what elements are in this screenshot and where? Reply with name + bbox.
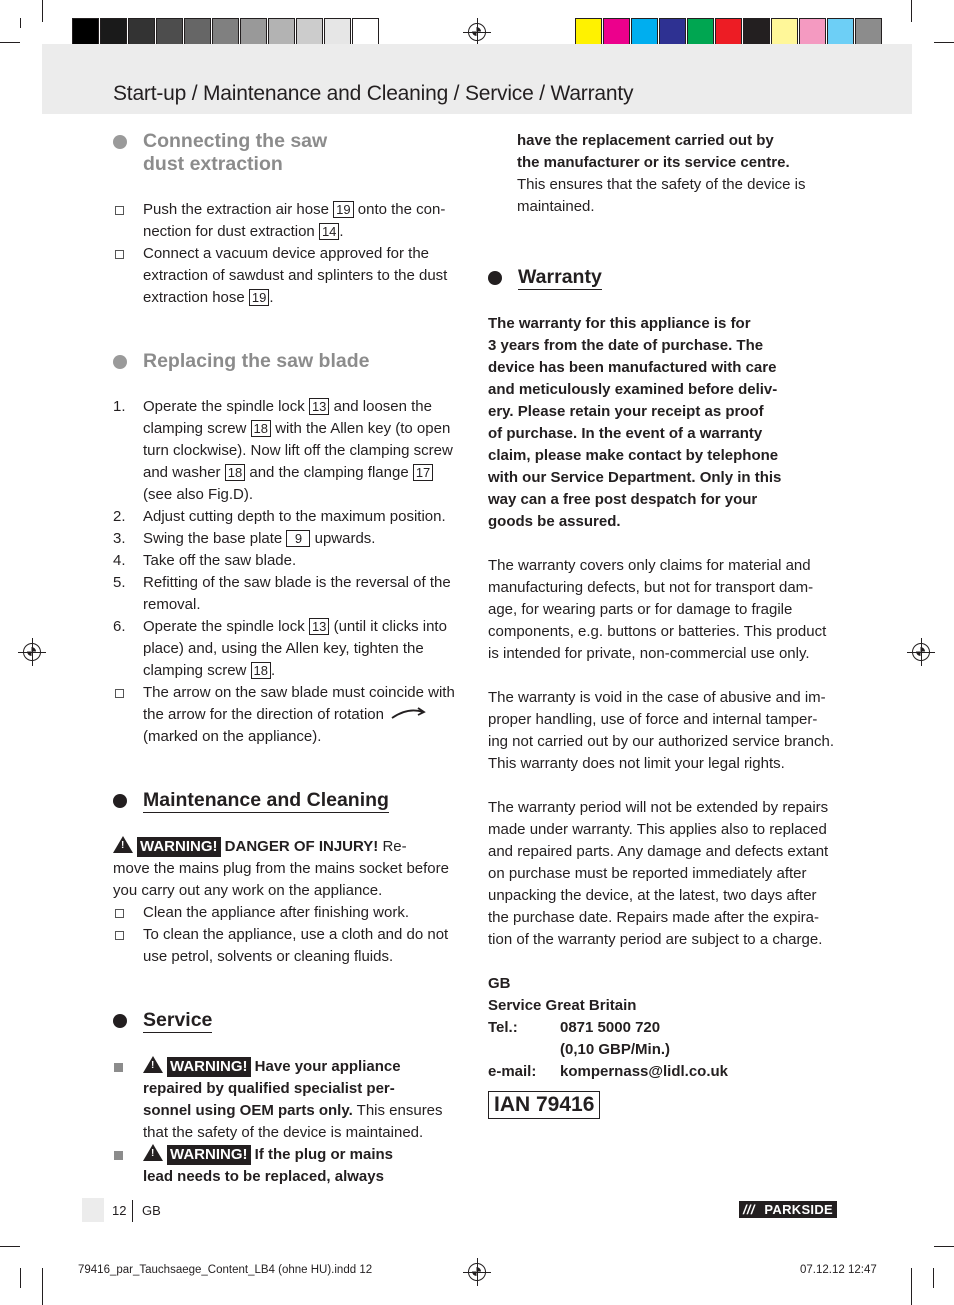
text-line: age, for wearing parts or for damage to fragile	[488, 601, 793, 618]
list-item: !WARNING! Have your appliance repaired by qualified specialist per- sonnel using OEM parts only. This ensures that the safety of the device is maintained.	[113, 1056, 469, 1144]
text-line: goods be assured.	[488, 513, 621, 530]
email-label: e-mail:	[488, 1063, 537, 1080]
color-swatch	[240, 18, 267, 45]
filled-square-icon	[114, 1151, 123, 1160]
warning-triangle-icon	[143, 1056, 163, 1073]
list-item: The arrow on the saw blade must coincide with the arrow for the direction of rotation (marked on the appliance).	[113, 682, 469, 748]
rotation-arrow-icon	[390, 705, 426, 721]
text-line: manufacturing defects, but not for transport dam-	[488, 579, 814, 596]
text-line: the purchase date. Repairs made after the expira-	[488, 909, 820, 926]
checkbox-square-icon	[115, 250, 124, 259]
footer-box	[82, 1198, 104, 1222]
bullet-icon	[113, 355, 127, 369]
color-swatch	[268, 18, 295, 45]
warning-triangle-icon	[113, 836, 133, 853]
text-line: and meticulously examined before deliv-	[488, 381, 778, 398]
grey-color-bar	[72, 18, 380, 45]
part-reference: 13	[309, 398, 329, 415]
warning-label: WARNING!	[137, 837, 221, 857]
service-contact	[488, 973, 844, 1083]
part-reference: 18	[251, 420, 271, 437]
warranty-paragraph-coverage	[488, 555, 844, 665]
text-line: on purchase must be reported immediately after	[488, 865, 807, 882]
color-swatch	[575, 18, 602, 45]
service-continuation: This ensures that the safety of the device is maintained.	[517, 176, 806, 215]
right-column	[517, 130, 847, 218]
tel-value: 0871 5000 720	[560, 1019, 661, 1036]
text-line: 3 years from the date of purchase. The	[488, 337, 764, 354]
list-item: To clean the appliance, use a cloth and do not use petrol, solvents or cleaning fluids.	[113, 924, 469, 968]
text-line: is intended for private, non-commercial use only.	[488, 645, 810, 662]
parkside-logo: /// PARKSIDE	[739, 1201, 837, 1218]
checkbox-square-icon	[115, 909, 124, 918]
numbered-step: 4. Take off the saw blade.	[113, 552, 297, 569]
warranty-paragraph-void	[488, 687, 844, 775]
warranty-bold-paragraph	[488, 313, 844, 533]
contact-country: GB	[488, 975, 511, 992]
section-heading-warranty: Warranty	[488, 266, 844, 290]
text-line: This warranty does not limit your legal rights.	[488, 755, 785, 772]
tel-rate: (0,10 GBP/Min.)	[560, 1041, 671, 1058]
checkbox-square-icon	[115, 689, 124, 698]
checkbox-square-icon	[115, 206, 124, 215]
bullet-icon	[488, 271, 502, 285]
text-line: ery. Please retain your receipt as proof	[488, 403, 764, 420]
warning-label: WARNING!	[167, 1145, 251, 1165]
registration-mark-right	[912, 643, 930, 661]
text-line: components, e.g. buttons or batteries. This product	[488, 623, 827, 640]
part-reference: 14	[319, 223, 339, 240]
color-swatch	[100, 18, 127, 45]
section-heading-saw-dust-extraction: Connecting the saw dust extraction	[113, 130, 469, 176]
ian-number: IAN 79416	[488, 1091, 600, 1119]
list-item: !WARNING! If the plug or mains lead needs to be replaced, always	[113, 1144, 469, 1188]
color-swatch	[715, 18, 742, 45]
color-swatch	[631, 18, 658, 45]
color-swatch	[799, 18, 826, 45]
service-continuation-bold: have the replacement carried out by the manufacturer or its service centre.	[517, 132, 790, 171]
text-line: made under warranty. This applies also to replaced	[488, 821, 827, 838]
email-value: kompernass@lidl.co.uk	[560, 1063, 729, 1080]
slug-filename: 79416_par_Tauchsaege_Content_LB4 (ohne HU).indd 12	[78, 1264, 373, 1276]
warning-paragraph: !WARNING! DANGER OF INJURY! Re- move the mains plug from the mains socket before you carry out any work on the appliance.	[113, 836, 469, 902]
text-line: proper handling, use of force and internal tamper-	[488, 711, 818, 728]
text-line: unpacking the device, at the latest, two days after	[488, 887, 817, 904]
color-swatch	[855, 18, 882, 45]
color-swatch	[352, 18, 379, 45]
text-line: device has been manufactured with care	[488, 359, 777, 376]
slug-date: 07.12.12 12:47	[800, 1264, 877, 1276]
text-line: way can a free post despatch for your	[488, 491, 758, 508]
text-line: and repaired parts. Any damage and defects extant	[488, 843, 829, 860]
footer-divider	[132, 1200, 133, 1222]
page-title: Start-up / Maintenance and Cleaning / Service / Warranty	[113, 82, 634, 105]
contact-name: Service Great Britain	[488, 997, 637, 1014]
text-line: with our Service Department. Only in this	[488, 469, 782, 486]
color-swatch	[72, 18, 99, 45]
color-swatch	[156, 18, 183, 45]
warranty-column	[488, 266, 844, 1119]
bullet-icon	[113, 135, 127, 149]
color-swatch	[827, 18, 854, 45]
color-swatch	[771, 18, 798, 45]
color-swatch	[212, 18, 239, 45]
process-color-bar	[575, 18, 883, 45]
page-number: 12	[112, 1203, 127, 1218]
tel-label: Tel.:	[488, 1019, 518, 1036]
warning-label: WARNING!	[167, 1057, 251, 1077]
warranty-paragraph-period	[488, 797, 844, 951]
color-swatch	[687, 18, 714, 45]
part-reference: 9	[286, 530, 310, 547]
registration-mark-left	[23, 643, 41, 661]
list-item: Push the extraction air hose 19 onto the con- nection for dust extraction 14 .	[113, 199, 469, 243]
color-swatch	[296, 18, 323, 45]
text-line: claim, please make contact by telephone	[488, 447, 779, 464]
color-swatch	[128, 18, 155, 45]
text-line: The warranty period will not be extended by repairs	[488, 799, 829, 816]
section-heading-replacing-saw-blade: Replacing the saw blade	[113, 350, 469, 373]
part-reference: 13	[309, 618, 329, 635]
language-code: GB	[142, 1203, 161, 1218]
warning-triangle-icon	[143, 1144, 163, 1161]
left-column	[113, 130, 469, 1188]
registration-mark-top	[468, 23, 486, 41]
bullet-icon	[113, 1014, 127, 1028]
registration-mark-bottom	[468, 1263, 486, 1281]
part-reference: 18	[251, 662, 271, 679]
part-reference: 19	[333, 201, 353, 218]
section-heading-maintenance-cleaning: Maintenance and Cleaning	[113, 789, 469, 813]
text-line: of purchase. In the event of a warranty	[488, 425, 763, 442]
numbered-step: 1. Operate the spindle lock 13 and loosen the clamping screw 18 with the Allen key (to open turn clockwise). Now lift off the clamping screw and washer 18 and the clamping flange 17 (see also Fig.D).	[113, 398, 453, 503]
numbered-step: 6. Operate the spindle lock 13 (until it clicks into place) and, using the Allen key, tighten the clamping screw 18 .	[113, 618, 447, 679]
part-reference: 18	[225, 464, 245, 481]
filled-square-icon	[114, 1063, 123, 1072]
text-line: The warranty covers only claims for material and	[488, 557, 811, 574]
numbered-step: 5. Refitting of the saw blade is the reversal of the removal.	[113, 574, 451, 613]
color-swatch	[184, 18, 211, 45]
list-item: Clean the appliance after finishing work.	[113, 902, 469, 924]
numbered-step: 2. Adjust cutting depth to the maximum position.	[113, 508, 446, 525]
checkbox-square-icon	[115, 931, 124, 940]
numbered-step: 3. Swing the base plate 9 upwards.	[113, 530, 376, 547]
color-swatch	[743, 18, 770, 45]
list-item: Connect a vacuum device approved for the extraction of sawdust and splinters to the dust extraction hose 19 .	[113, 243, 469, 309]
text-line: The warranty for this appliance is for	[488, 315, 751, 332]
color-swatch	[603, 18, 630, 45]
text-line: tion of the warranty period are subject to a charge.	[488, 931, 823, 948]
text-line: The warranty is void in the case of abusive and im-	[488, 689, 826, 706]
part-reference: 17	[413, 464, 433, 481]
text-line: ing not carried out by our authorized service branch.	[488, 733, 835, 750]
color-swatch	[659, 18, 686, 45]
color-swatch	[324, 18, 351, 45]
part-reference: 19	[249, 289, 269, 306]
section-heading-service: Service	[113, 1009, 469, 1033]
bullet-icon	[113, 794, 127, 808]
